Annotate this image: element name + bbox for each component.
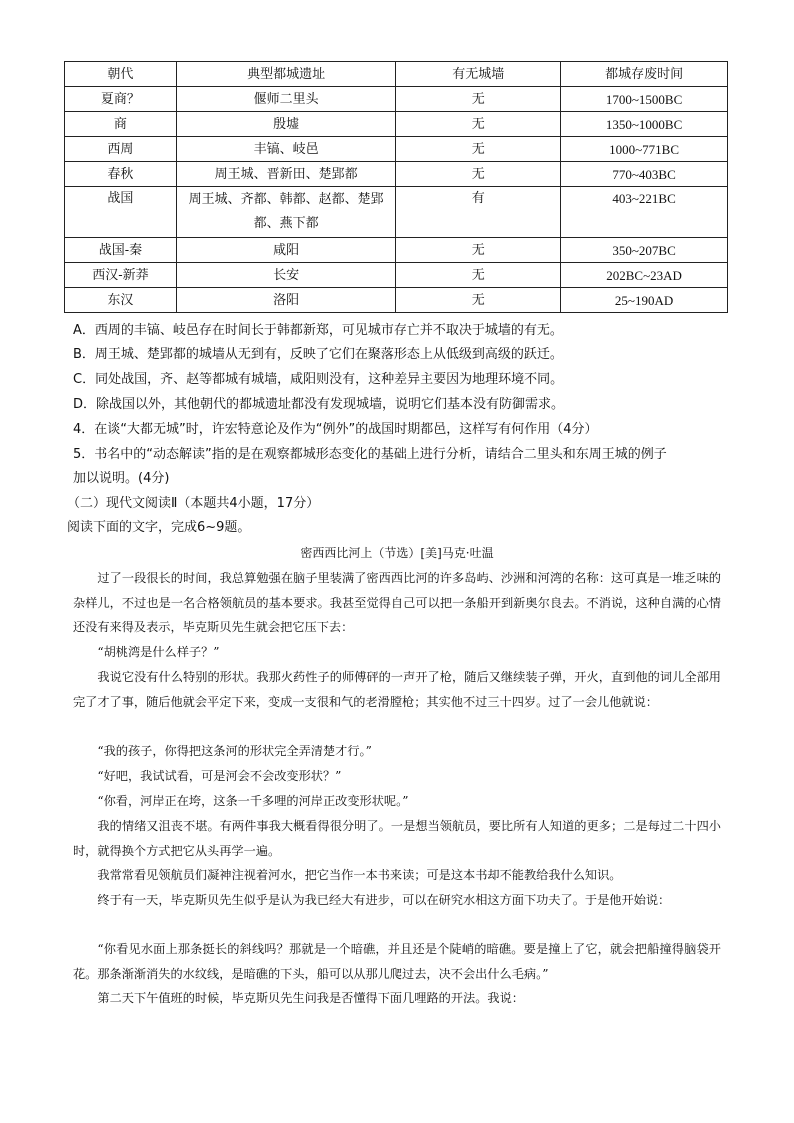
cell-dynasty: 战国 [65, 187, 177, 238]
cell-period: 770~403BC [561, 162, 728, 187]
cell-wall: 无 [396, 112, 561, 137]
passage-paragraph: 我常常看见领航员们凝神注视着河水，把它当作一本书来读；可是这本书却不能教给我什么知识。 [97, 868, 622, 882]
passage-paragraph: 我的情绪又沮丧不堪。有两件事我大概看得很分明了。一是想当领航员，要比所有人知道的更多；二是每过二十四小时，就得换个方式把它从头再学一遍。 [73, 819, 721, 858]
option-b: B．周王城、楚郢都的城墙从无到有，反映了它们在聚落形态上从低级到高级的跃迁。 [73, 347, 563, 362]
cell-wall: 有 [396, 187, 561, 238]
passage-paragraph: 我说它没有什么特别的形状。我那火药性子的师傅砰的一声开了枪，随后又继续装子弹，开火，直到他的词儿全部用完了才了事，随后他就会平定下来，变成一支很和气的老滑膛枪；其实他不过三十四岁。过了一会儿他就说： [73, 670, 721, 709]
passage-title: 密西西比河上（节选）[美]马克·吐温 [300, 546, 494, 560]
table-row [65, 137, 728, 162]
capital-sites-table [64, 61, 728, 313]
cell-site: 丰镐、岐邑 [176, 137, 396, 162]
section-heading: （二）现代文阅读Ⅱ（本题共4小题，17分） [67, 496, 320, 511]
header-site: 典型都城遗址 [176, 62, 396, 87]
table-row [65, 238, 728, 263]
passage-paragraph: “你看见水面上那条挺长的斜线吗？那就是一个暗礁，并且还是个陡峭的暗礁。要是撞上了它，就会把船撞得脑袋开花。那条渐渐消失的水纹线，是暗礁的下头，船可以从那儿爬过去，决不会出什么毛病。” [73, 942, 721, 981]
cell-period: 350~207BC [561, 238, 728, 263]
header-dynasty: 朝代 [65, 62, 177, 87]
table-row [65, 263, 728, 288]
cell-period: 202BC~23AD [561, 263, 728, 288]
cell-period: 403~221BC [561, 187, 728, 238]
cell-dynasty: 战国-秦 [65, 238, 177, 263]
question-4: 4．在谈“大都无城”时，许宏特意论及作为“例外”的战国时期都邑，这样写有何作用（4分） [73, 422, 598, 437]
cell-period: 25~190AD [561, 288, 728, 313]
passage-paragraph: 过了一段很长的时间，我总算勉强在脑子里装满了密西西比河的许多岛屿、沙洲和河湾的名称：这可真是一堆乏味的杂样儿，不过也是一名合格领航员的基本要求。我甚至觉得自己可以把一条船开到新奥尔良去。不消说，这种自满的心情还没有来得及表示，毕克斯贝先生就会把它压下去： [73, 571, 721, 634]
question-5-line1: 5．书名中的“动态解读”指的是在观察都城形态变化的基础上进行分析，请结合二里头和东周王城的例子 [73, 447, 667, 462]
passage-paragraph: 第二天下午值班的时候，毕克斯贝先生问我是否懂得下面几哩路的开法。我说： [97, 991, 524, 1005]
cell-wall: 无 [396, 238, 561, 263]
section-instruction: 阅读下面的文字，完成6~9题。 [67, 520, 251, 535]
cell-wall: 无 [396, 263, 561, 288]
cell-site: 周王城、齐都、韩都、赵都、楚郢都、燕下都 [176, 187, 396, 238]
passage-paragraph: “好吧，我试试看，可是河会不会改变形状？” [97, 769, 342, 783]
cell-site: 长安 [176, 263, 396, 288]
option-d: D．除战国以外，其他朝代的都城遗址都没有发现城墙，说明它们基本没有防御需求。 [73, 397, 565, 412]
table-row [65, 87, 728, 112]
cell-dynasty: 商 [65, 112, 177, 137]
question-5-line2: 加以说明。(4分) [73, 471, 170, 486]
cell-wall: 无 [396, 162, 561, 187]
cell-period: 1350~1000BC [561, 112, 728, 137]
cell-dynasty: 西汉-新莽 [65, 263, 177, 288]
cell-dynasty: 东汉 [65, 288, 177, 313]
cell-wall: 无 [396, 87, 561, 112]
table-row [65, 162, 728, 187]
header-wall: 有无城墙 [396, 62, 561, 87]
passage-paragraph: “你看，河岸正在垮，这条一千多哩的河岸正改变形状呢。” [97, 794, 409, 808]
option-a: A．西周的丰镐、岐邑存在时间长于韩都新郑，可见城市存亡并不取决于城墙的有无。 [73, 323, 563, 338]
cell-wall: 无 [396, 288, 561, 313]
cell-period: 1700~1500BC [561, 87, 728, 112]
header-period: 都城存废时间 [561, 62, 728, 87]
cell-site: 洛阳 [176, 288, 396, 313]
option-c: C．同处战国，齐、赵等都城有城墙，咸阳则没有，这种差异主要因为地理环境不同。 [73, 372, 564, 387]
cell-site: 周王城、晋新田、楚郢都 [176, 162, 396, 187]
table-row [65, 288, 728, 313]
passage-paragraph: “胡桃湾是什么样子？” [97, 645, 220, 659]
cell-dynasty: 夏商？ [65, 87, 177, 112]
cell-period: 1000~771BC [561, 137, 728, 162]
cell-wall: 无 [396, 137, 561, 162]
table-header-row [65, 62, 728, 87]
table-row [65, 187, 728, 238]
cell-site: 偃师二里头 [176, 87, 396, 112]
passage-paragraph: 终于有一天，毕克斯贝先生似乎是认为我已经大有进步，可以在研究水相这方面下功夫了。于是他开始说： [97, 893, 671, 907]
cell-site: 殷墟 [176, 112, 396, 137]
cell-dynasty: 西周 [65, 137, 177, 162]
passage-paragraph: “我的孩子，你得把这条河的形状完全弄清楚才行。” [97, 744, 372, 758]
table-row [65, 112, 728, 137]
cell-site: 咸阳 [176, 238, 396, 263]
cell-dynasty: 春秋 [65, 162, 177, 187]
